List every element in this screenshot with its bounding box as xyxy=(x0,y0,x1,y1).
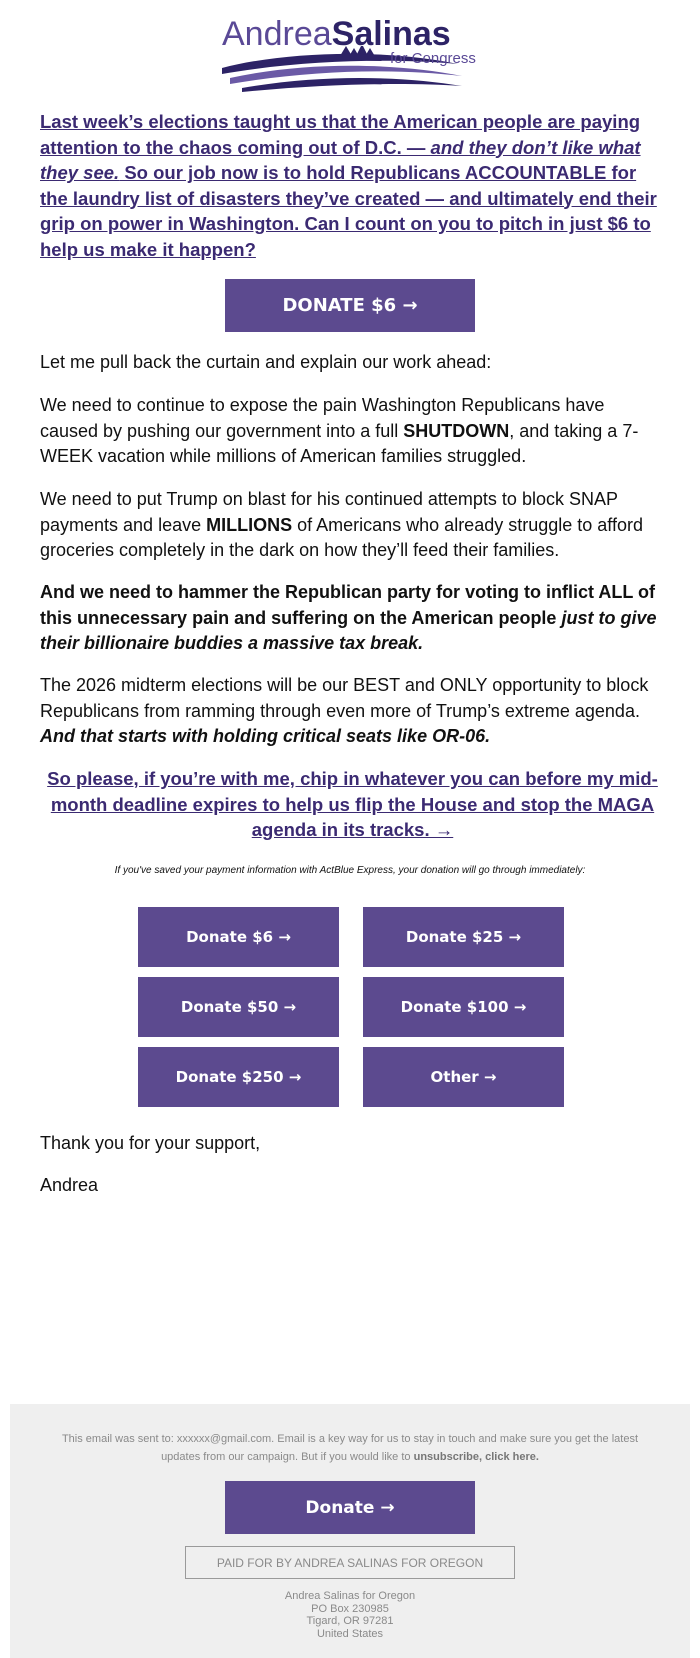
donate-50-button[interactable]: Donate $50 → xyxy=(138,977,339,1037)
donate-100-button[interactable]: Donate $100 → xyxy=(363,977,564,1037)
donate-250-button[interactable]: Donate $250 → xyxy=(138,1047,339,1107)
mailing-address: Andrea Salinas for Oregon PO Box 230985 Tigard, OR 97281 United States xyxy=(284,1590,416,1640)
email-footer xyxy=(10,1404,690,1658)
logo-subtitle: for Congress xyxy=(390,50,476,67)
donate-other-button[interactable]: Other → xyxy=(363,1047,564,1107)
footer-notice: This email was sent to: xxxxxx@gmail.com. Email is a key way for us to stay in touch and make sure you get the latest updates from our campaign. But if you would like to unsubscribe, click here. xyxy=(61,1433,639,1463)
paragraph-tax-break: And we need to hammer the Republican party for voting to inflict ALL of this unnecessary pain and suffering on the American people just to give their billionaire buddies a massive tax break. xyxy=(40,582,657,653)
lead-link[interactable]: Last week’s elections taught us that the American people are paying attention to the chaos coming out of D.C. — and they don’t like what they see. So our job now is to hold Republicans ACCOUNTABLE for the laundry list of disasters they’ve created — and ultimately end their grip on power in Washington. Can I count on you to pitch in just $6 to help us make it happen? xyxy=(40,111,657,260)
footer-donate-button[interactable]: Donate → xyxy=(225,1481,475,1534)
donate-6-main-button[interactable]: DONATE $6 → xyxy=(225,279,475,332)
logo-wordmark: AndreaSalinas xyxy=(222,15,451,53)
paragraph-intro: Let me pull back the curtain and explain our work ahead: xyxy=(40,352,492,372)
campaign-logo xyxy=(222,14,478,96)
donate-25-button[interactable]: Donate $25 → xyxy=(363,907,564,967)
signature: Andrea xyxy=(40,1175,99,1195)
paragraph-shutdown: We need to continue to expose the pain Washington Republicans have caused by pushing our government into a full SHUTDOWN, and taking a 7-WEEK vacation while millions of American families struggled. xyxy=(40,395,639,466)
unsubscribe-link[interactable]: unsubscribe, click here. xyxy=(413,1451,539,1463)
thanks-text: Thank you for your support, xyxy=(40,1133,261,1153)
donate-6-button[interactable]: Donate $6 → xyxy=(138,907,339,967)
actblue-express-note: If you've saved your payment information with ActBlue Express, your donation will go through immediately: xyxy=(114,865,586,876)
paid-for-disclaimer: PAID FOR BY ANDREA SALINAS FOR OREGON xyxy=(185,1546,515,1579)
paragraph-snap: We need to put Trump on blast for his continued attempts to block SNAP payments and leave MILLIONS of Americans who already struggle to afford groceries completely in the dark on how they’ll feed their families. xyxy=(40,489,643,560)
deadline-cta-link[interactable]: So please, if you’re with me, chip in whatever you can before my mid-month deadline expires to help us flip the House and stop the MAGA agenda in its tracks. → xyxy=(47,768,658,840)
paragraph-midterms: The 2026 midterm elections will be our BEST and ONLY opportunity to block Republicans from ramming through even more of Trump’s extreme agenda. And that starts with holding critical seats like OR-06. xyxy=(40,675,649,746)
